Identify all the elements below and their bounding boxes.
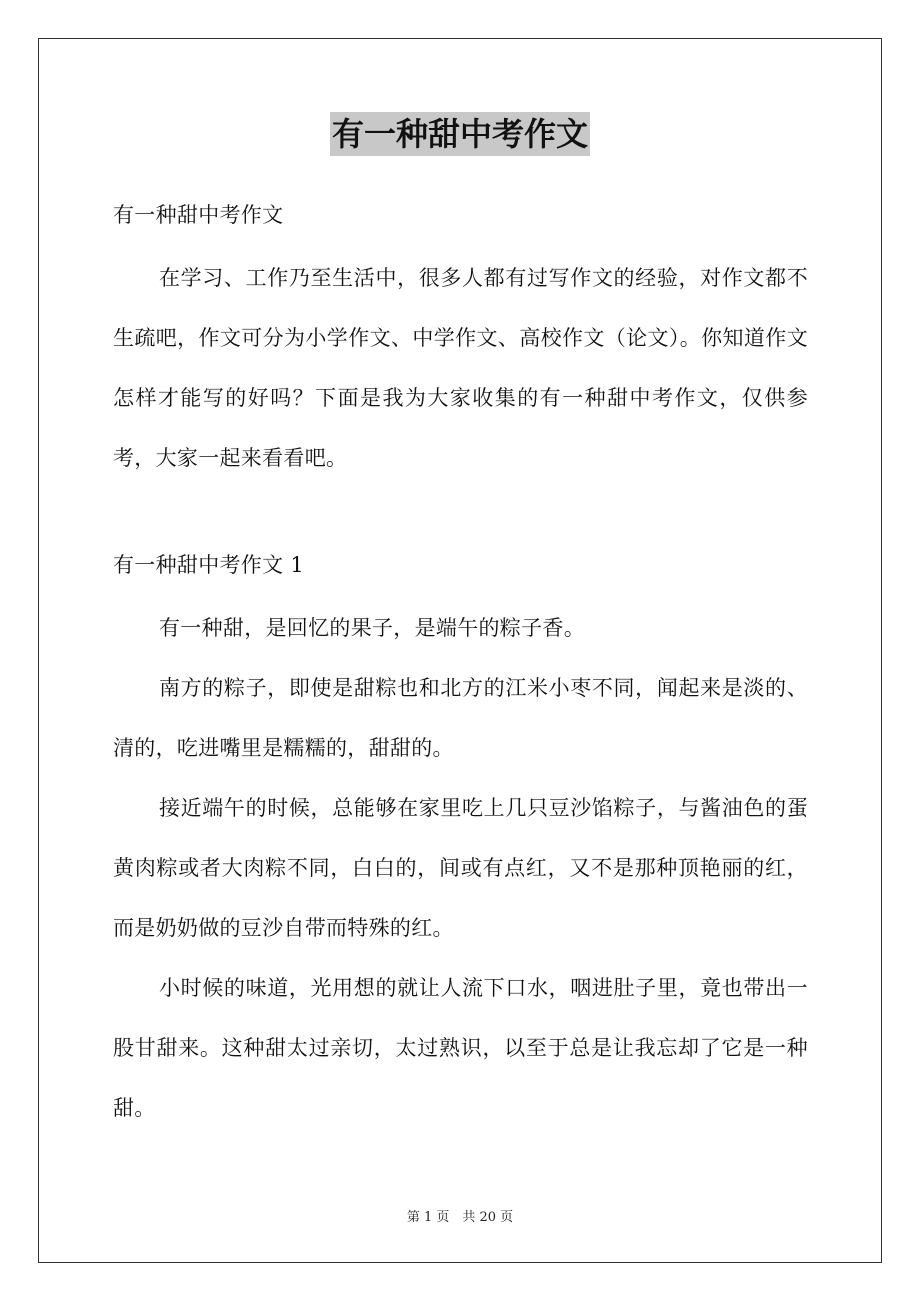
title-container — [0, 112, 920, 156]
section-heading: 有一种甜中考作文 1 — [113, 553, 305, 577]
body-paragraph: 接近端午的时候，总能够在家里吃上几只豆沙馅粽子，与酱油色的蛋黄肉粽或者大肉粽不同，白白的，间或有点红，又不是那种顶艳丽的红，而是奶奶做的豆沙自带而特殊的红。 — [113, 796, 808, 940]
document-body — [113, 194, 808, 1138]
body-paragraph: 有一种甜，是回忆的果子，是端午的粽子香。 — [159, 616, 585, 640]
page-number-footer: 第 1 页 共 20 页 — [406, 1210, 514, 1225]
document-title: 有一种甜中考作文 — [330, 112, 590, 156]
body-paragraph: 小时候的味道，光用想的就让人流下口水，咽进肚子里，竟也带出一股甘甜来。这种甜太过亲切，太过熟识，以至于总是让我忘却了它是一种甜。 — [113, 976, 808, 1120]
document-subtitle: 有一种甜中考作文 — [113, 203, 284, 227]
intro-paragraph: 在学习、工作乃至生活中，很多人都有过写作文的经验，对作文都不生疏吧，作文可分为小学作文、中学作文、高校作文（论文）。你知道作文怎样才能写的好吗？下面是我为大家收集的有一种甜中考作文，仅供参考，大家一起来看看吧。 — [113, 266, 808, 470]
body-paragraph: 南方的粽子，即使是甜粽也和北方的江米小枣不同，闻起来是淡的、清的，吃进嘴里是糯糯的，甜甜的。 — [113, 676, 808, 760]
